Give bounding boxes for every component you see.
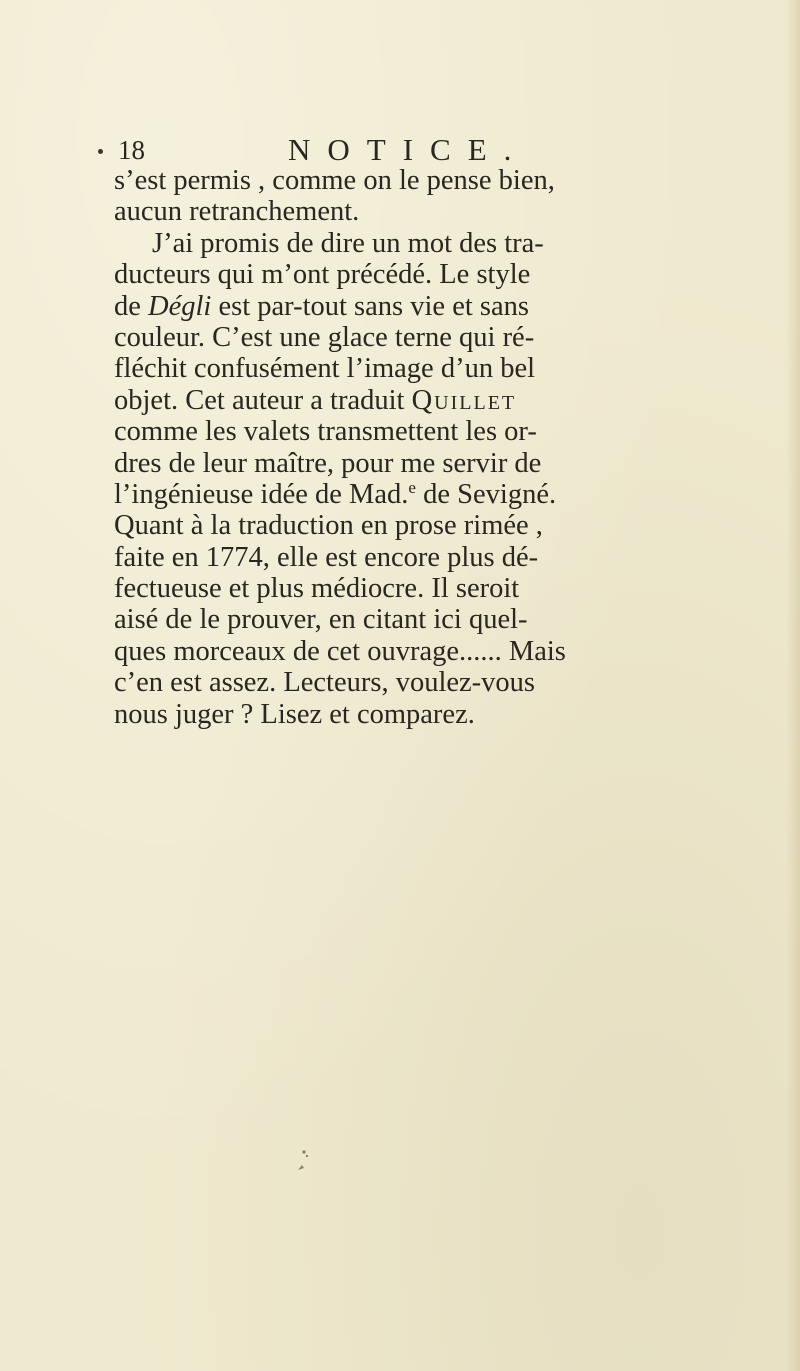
text-line <box>114 542 714 573</box>
text-span: aisé de le prouver, en citant ici quel- <box>114 604 528 636</box>
text-line <box>114 259 714 290</box>
text-line <box>114 385 714 416</box>
text-span: l’ingénieuse idée de Mad. <box>114 478 409 510</box>
page-edge-shadow <box>786 0 800 1371</box>
text-span: c’en est assez. Lecteurs, voulez-vous <box>114 667 535 699</box>
running-title: NOTICE. <box>288 132 529 167</box>
text-line <box>114 353 714 384</box>
text-line <box>114 636 714 667</box>
text-line <box>114 604 714 635</box>
text-span: dres de leur maître, pour me servir de <box>114 447 542 479</box>
text-span: s’est permis , comme on le pense bien, <box>114 165 555 196</box>
page-number: 18 <box>118 135 145 165</box>
text-line <box>114 291 714 322</box>
header-dot-mark <box>98 149 103 154</box>
text-line <box>114 448 714 479</box>
text-line <box>114 196 714 227</box>
text-span: ducteurs qui m’ont précédé. Le style <box>114 259 531 291</box>
text-span: aucun retranchement. <box>114 196 360 228</box>
text-span: est par-tout sans vie et sans <box>211 290 529 322</box>
text-line <box>114 573 714 604</box>
author-name-italic: Dégli <box>148 290 212 322</box>
text-span: nous juger ? Lisez et comparez. <box>114 698 475 730</box>
text-span: Quant à la traduction en prose rimée , <box>114 510 543 542</box>
text-line <box>114 228 714 259</box>
ink-smudge-mark <box>295 1148 311 1174</box>
text-line <box>114 510 714 541</box>
text-line <box>114 667 714 698</box>
text-span: de Sevigné. <box>416 478 557 510</box>
superscript: e <box>408 477 416 497</box>
text-span: objet. Cet auteur a traduit <box>114 384 412 416</box>
text-span: faite en 1774, elle est encore plus dé- <box>114 541 539 573</box>
text-span: fectueuse et plus médiocre. Il seroit <box>114 573 520 605</box>
text-line <box>114 165 714 196</box>
text-line <box>114 479 714 510</box>
text-span: J’ai promis de dire un mot des tra- <box>152 227 544 259</box>
page-header <box>100 130 700 170</box>
text-span: couleur. C’est une glace terne qui ré- <box>114 321 535 353</box>
text-span: de <box>114 290 149 322</box>
text-line <box>114 416 714 447</box>
text-line <box>114 699 714 730</box>
author-name-smallcaps: Quillet <box>411 384 517 416</box>
text-span: fléchit confusément l’image d’un bel <box>114 353 536 385</box>
text-span: ques morceaux de cet ouvrage...... Mais <box>114 635 566 667</box>
body-text <box>114 165 714 730</box>
text-span: comme les valets transmettent les or- <box>114 416 537 448</box>
text-line <box>114 322 714 353</box>
